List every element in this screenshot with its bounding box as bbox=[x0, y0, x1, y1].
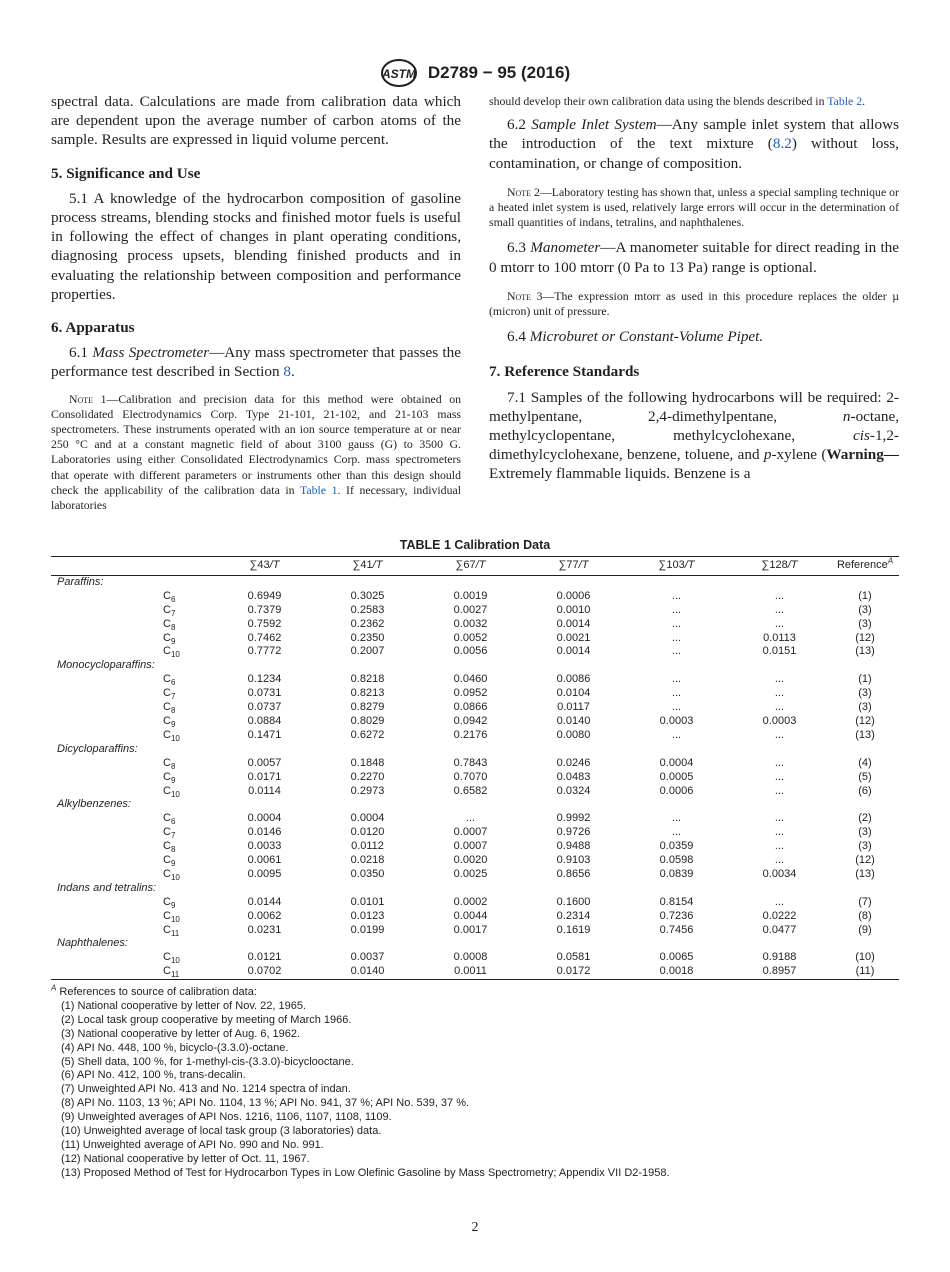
carbon-number: $C_9$ bbox=[163, 770, 176, 785]
group-label: Paraffins: bbox=[57, 575, 104, 588]
table-row bbox=[51, 701, 899, 715]
value-cell: 0.2350 bbox=[350, 631, 385, 644]
carbon-number: $C_{11}$ bbox=[163, 923, 180, 938]
carbon-number: $C_9$ bbox=[163, 895, 176, 910]
value-cell: 0.0359 bbox=[659, 840, 694, 853]
value-cell: 0.0021 bbox=[556, 631, 591, 644]
value-cell: 0.0884 bbox=[247, 714, 282, 727]
value-cell: ... bbox=[774, 687, 785, 700]
value-cell: ... bbox=[774, 589, 785, 602]
value-cell: 0.0037 bbox=[350, 951, 385, 964]
value-cell: 0.7462 bbox=[247, 631, 282, 644]
column-header-sum-77: ∑77/T bbox=[522, 557, 625, 576]
value-cell: 0.0020 bbox=[453, 854, 488, 867]
value-cell: ... bbox=[774, 840, 785, 853]
value-cell: 0.0112 bbox=[351, 840, 384, 853]
paragraph-continued: spectral data. Calculations are made from calibration data which are dependent upon the average number of carbon atoms of the sample. Results are expressed in liquid volume percent. bbox=[51, 93, 461, 149]
footnote-item: (2) Local task group cooperative by meeting of March 1966. bbox=[61, 1013, 352, 1026]
value-cell: 0.0114 bbox=[248, 784, 281, 797]
reference-cell: (4) bbox=[858, 756, 872, 769]
table-header-row bbox=[51, 557, 899, 576]
value-cell: 0.0222 bbox=[762, 909, 797, 922]
value-cell: ... bbox=[774, 812, 785, 825]
page-header bbox=[0, 58, 950, 88]
carbon-number: $C_8$ bbox=[163, 617, 176, 632]
carbon-number: $C_6$ bbox=[163, 812, 176, 827]
value-cell: 0.1848 bbox=[350, 756, 385, 769]
value-cell: 0.0007 bbox=[453, 840, 488, 853]
carbon-number: $C_8$ bbox=[163, 840, 176, 855]
reference-cell: (3) bbox=[858, 701, 872, 714]
value-cell: ... bbox=[671, 701, 682, 714]
value-cell: 0.9488 bbox=[556, 840, 591, 853]
value-cell: 0.0018 bbox=[625, 965, 728, 979]
table-row bbox=[51, 729, 899, 743]
value-cell: 0.0004 bbox=[247, 812, 282, 825]
value-cell: 0.7456 bbox=[659, 923, 694, 936]
value-cell: 0.0151 bbox=[762, 645, 797, 658]
value-cell: ... bbox=[671, 673, 682, 686]
table-row bbox=[51, 965, 899, 979]
value-cell: 0.2314 bbox=[556, 909, 591, 922]
value-cell: 0.0140 bbox=[556, 714, 591, 727]
footnote-item: (6) API No. 412, 100 %, trans-decalin. bbox=[61, 1069, 246, 1082]
carbon-number: $C_7$ bbox=[163, 826, 176, 841]
table-row bbox=[51, 896, 899, 910]
column-header-sum-67: ∑67/T bbox=[419, 557, 522, 576]
value-cell: 0.0014 bbox=[556, 617, 591, 630]
value-cell: 0.0002 bbox=[453, 895, 488, 908]
group-label: Dicycloparaffins: bbox=[57, 742, 138, 755]
paragraph-6-2: 6.2 Sample Inlet System—Any sample inlet system that allows the introduction of the text mixture (8.2) without loss, contamination, or change of composition. bbox=[489, 116, 899, 172]
reference-cell: (3) bbox=[858, 826, 872, 839]
value-cell: ... bbox=[774, 701, 785, 714]
group-label: Monocycloparaffins: bbox=[57, 659, 155, 672]
value-cell: 0.0171 bbox=[247, 770, 282, 783]
group-row bbox=[51, 882, 899, 896]
value-cell: 0.2270 bbox=[350, 770, 385, 783]
value-cell: 0.0065 bbox=[659, 951, 694, 964]
value-cell: 0.0011 bbox=[419, 965, 522, 979]
value-cell: 0.0460 bbox=[453, 673, 488, 686]
section-heading-5: 5. Significance and Use bbox=[51, 164, 201, 182]
carbon-number: $C_{10}$ bbox=[163, 645, 180, 660]
paragraph-7-1: 7.1 Samples of the following hydrocarbons will be required: 2-methylpentane, 2,4-dimethylpentane, n-octane, methylcyclopentane, methylcyclohexane, cis-1,2-dimethylcyclohexane, benzene, toluene, and p-xylene (Warning—Extremely flammable liquids. Benzene is a bbox=[489, 388, 899, 483]
carbon-number: $C_{10}$ bbox=[163, 951, 180, 966]
value-cell: 0.0477 bbox=[762, 923, 797, 936]
value-cell: 0.0231 bbox=[247, 923, 282, 936]
table-row bbox=[51, 687, 899, 701]
right-column bbox=[489, 92, 899, 484]
carbon-number: $C_9$ bbox=[163, 631, 176, 646]
carbon-number: $C_{11}$ bbox=[51, 965, 213, 979]
carbon-number: $C_8$ bbox=[163, 701, 176, 716]
reference-cell: (3) bbox=[858, 840, 872, 853]
value-cell: ... bbox=[465, 812, 476, 825]
carbon-number: $C_{10}$ bbox=[163, 784, 180, 799]
value-cell: 0.0033 bbox=[247, 840, 282, 853]
value-cell: 0.8218 bbox=[350, 673, 385, 686]
value-cell: 0.0731 bbox=[247, 687, 282, 700]
value-cell: 0.8656 bbox=[556, 867, 591, 880]
table-row bbox=[51, 826, 899, 840]
value-cell: 0.0019 bbox=[453, 589, 488, 602]
note-2: Note 2—Laboratory testing has shown that, unless a special sampling technique or a heated inlet system is used, relatively large errors will occur in the determination of small quantities of indans, tetralins, and naphthalenes. bbox=[489, 184, 899, 230]
value-cell: 0.0006 bbox=[556, 589, 591, 602]
value-cell: ... bbox=[774, 673, 785, 686]
reference-cell: (13) bbox=[855, 728, 875, 741]
table-body bbox=[51, 575, 899, 979]
carbon-number: $C_9$ bbox=[163, 714, 176, 729]
value-cell: 0.0172 bbox=[522, 965, 625, 979]
table-row bbox=[51, 645, 899, 659]
value-cell: 0.6949 bbox=[247, 589, 282, 602]
table-row bbox=[51, 632, 899, 646]
group-row bbox=[51, 937, 899, 951]
table-row bbox=[51, 673, 899, 687]
carbon-number: $C_6$ bbox=[163, 589, 176, 604]
value-cell: ... bbox=[671, 645, 682, 658]
value-cell: 0.7772 bbox=[247, 645, 282, 658]
value-cell: 0.0004 bbox=[659, 756, 694, 769]
value-cell: 0.0144 bbox=[247, 895, 282, 908]
reference-cell: (2) bbox=[858, 812, 872, 825]
reference-cell: (1) bbox=[858, 673, 872, 686]
column-header-reference: Reference$^A$ bbox=[831, 557, 899, 576]
value-cell: 0.0006 bbox=[659, 784, 694, 797]
value-cell: 0.0483 bbox=[556, 770, 591, 783]
table-row bbox=[51, 785, 899, 799]
reference-cell: (12) bbox=[855, 631, 875, 644]
value-cell: 0.0839 bbox=[659, 867, 694, 880]
value-cell: 0.0080 bbox=[556, 728, 591, 741]
value-cell: 0.0052 bbox=[453, 631, 488, 644]
footnote-item: (9) Unweighted averages of API Nos. 1216, 1106, 1107, 1108, 1109. bbox=[61, 1111, 392, 1124]
value-cell: ... bbox=[774, 770, 785, 783]
footnote-intro: $^A$ References to source of calibration data: bbox=[51, 983, 257, 998]
value-cell: 0.8213 bbox=[350, 687, 385, 700]
value-cell: ... bbox=[774, 603, 785, 616]
value-cell: 0.0003 bbox=[762, 714, 797, 727]
astm-logo-icon bbox=[380, 58, 418, 88]
value-cell: 0.7236 bbox=[659, 909, 694, 922]
table-row bbox=[51, 854, 899, 868]
reference-cell: (7) bbox=[858, 895, 872, 908]
value-cell: 0.0007 bbox=[453, 826, 488, 839]
reference-cell: (8) bbox=[858, 909, 872, 922]
footnote-item: (13) Proposed Method of Test for Hydrocarbon Types in Low Olefinic Gasoline by Mass Spectrometry; Appendix VII D2-1958. bbox=[61, 1166, 670, 1179]
value-cell: ... bbox=[774, 756, 785, 769]
value-cell: 0.0104 bbox=[556, 687, 591, 700]
value-cell: 0.0146 bbox=[247, 826, 282, 839]
value-cell: ... bbox=[774, 728, 785, 741]
value-cell: 0.0246 bbox=[556, 756, 591, 769]
footnote-item: (1) National cooperative by letter of Nov. 22, 1965. bbox=[61, 999, 306, 1012]
footnote-item: (12) National cooperative by letter of Oct. 11, 1967. bbox=[61, 1152, 310, 1165]
value-cell: 0.0005 bbox=[659, 770, 694, 783]
group-row bbox=[51, 659, 899, 673]
table-1-link[interactable]: Table 1 bbox=[299, 482, 338, 497]
group-label: Naphthalenes: bbox=[57, 937, 128, 950]
reference-cell: (13) bbox=[855, 867, 875, 880]
value-cell: 0.0121 bbox=[247, 951, 282, 964]
value-cell: 0.0113 bbox=[763, 631, 796, 644]
note-1: Note 1—Calibration and precision data for this method were obtained on Consolidated Electrodynamics Corp. Type 21-101, 21-102, and 21-103 mass spectrometers. These instruments operated with an ion source temperature at or near 250 °C and at a constant magnetic field of about 3100 gauss (G) to 3500 G. Laboratories using either Consolidated Electrodynamics Corp. mass spectrometers that operate with different parameters or instruments other than this design should check the applicability of the calibration data in Table 1. If necessary, individual laboratories bbox=[51, 391, 462, 513]
value-cell: ... bbox=[774, 784, 785, 797]
value-cell: 0.2176 bbox=[453, 728, 488, 741]
value-cell: 0.1619 bbox=[556, 923, 591, 936]
section-heading-7: 7. Reference Standards bbox=[489, 363, 640, 381]
group-label: Indans and tetralins: bbox=[57, 881, 157, 894]
value-cell: 0.7070 bbox=[453, 770, 488, 783]
value-cell: ... bbox=[774, 617, 785, 630]
reference-cell: (12) bbox=[855, 854, 875, 867]
value-cell: 0.0057 bbox=[247, 756, 282, 769]
reference-cell: (1) bbox=[858, 589, 872, 602]
value-cell: 0.0140 bbox=[316, 965, 419, 979]
table-row bbox=[51, 715, 899, 729]
value-cell: 0.1471 bbox=[247, 728, 282, 741]
value-cell: 0.0120 bbox=[350, 826, 385, 839]
group-row bbox=[51, 798, 899, 812]
reference-cell: (3) bbox=[858, 687, 872, 700]
value-cell: 0.8957 bbox=[728, 965, 831, 979]
carbon-number: $C_{10}$ bbox=[163, 909, 180, 924]
table-row bbox=[51, 771, 899, 785]
value-cell: 0.0003 bbox=[659, 714, 694, 727]
paragraph-6-1: 6.1 Mass Spectrometer—Any mass spectrometer that passes the performance test described in Section 8. bbox=[51, 344, 461, 381]
value-cell: ... bbox=[774, 895, 785, 908]
value-cell: ... bbox=[671, 826, 682, 839]
column-header-sum-103: ∑103/T bbox=[625, 557, 728, 576]
carbon-number: $C_8$ bbox=[163, 756, 176, 771]
value-cell: 0.2583 bbox=[350, 603, 385, 616]
value-cell: 0.6272 bbox=[350, 728, 385, 741]
value-cell: 0.0581 bbox=[556, 951, 591, 964]
table-row bbox=[51, 910, 899, 924]
reference-cell: (11) bbox=[831, 965, 899, 979]
value-cell: 0.0123 bbox=[350, 909, 385, 922]
carbon-number: $C_9$ bbox=[163, 854, 176, 869]
table-row bbox=[51, 757, 899, 771]
footnote-item: (11) Unweighted average of API No. 990 and No. 991. bbox=[61, 1138, 324, 1151]
paragraph-6-3: 6.3 Manometer—A manometer suitable for direct reading in the 0 mtorr to 100 mtorr (0 Pa to 13 Pa) range is optional. bbox=[489, 239, 900, 276]
value-cell: ... bbox=[671, 812, 682, 825]
value-cell: ... bbox=[671, 728, 682, 741]
value-cell: 0.9726 bbox=[556, 826, 591, 839]
value-cell: 0.0032 bbox=[453, 617, 488, 630]
group-row bbox=[51, 743, 899, 757]
table-row bbox=[51, 868, 899, 882]
value-cell: 0.0117 bbox=[557, 701, 590, 714]
value-cell: 0.2973 bbox=[350, 784, 385, 797]
reference-cell: (10) bbox=[855, 951, 875, 964]
reference-cell: (9) bbox=[858, 923, 872, 936]
column-header-sum-43: ∑43/T bbox=[213, 557, 316, 576]
carbon-number: $C_{10}$ bbox=[163, 867, 180, 882]
table-caption: TABLE 1 Calibration Data bbox=[399, 538, 551, 552]
reference-cell: (13) bbox=[855, 645, 875, 658]
value-cell: 0.0101 bbox=[350, 895, 385, 908]
paragraph-5-1: 5.1 A knowledge of the hydrocarbon composition of gasoline process streams, blending stocks and finished motor fuels is useful in following the effect of changes in plant operating conditions, diagnosing process upsets, blending finished products and in evaluating the relationship between composition and performance properties. bbox=[51, 189, 461, 303]
value-cell: 0.0014 bbox=[556, 645, 591, 658]
value-cell: 0.0199 bbox=[350, 923, 385, 936]
table-row bbox=[51, 812, 899, 826]
value-cell: 0.8279 bbox=[350, 701, 385, 714]
value-cell: 0.3025 bbox=[350, 589, 385, 602]
value-cell: 0.7843 bbox=[453, 756, 488, 769]
value-cell: 0.9188 bbox=[762, 951, 797, 964]
value-cell: ... bbox=[671, 687, 682, 700]
value-cell: ... bbox=[774, 854, 785, 867]
footnote-item: (8) API No. 1103, 13 %; API No. 1104, 13 %; API No. 941, 37 %; API No. 539, 37 %. bbox=[61, 1097, 470, 1110]
table-row bbox=[51, 924, 899, 938]
footnote-item: (7) Unweighted API No. 413 and No. 1214 spectra of indan. bbox=[61, 1083, 351, 1096]
reference-cell: (3) bbox=[858, 603, 872, 616]
value-cell: 0.6582 bbox=[453, 784, 488, 797]
carbon-number: $C_7$ bbox=[163, 687, 176, 702]
column-header-empty bbox=[51, 557, 213, 576]
section-8-2-link[interactable]: 8.2 bbox=[772, 135, 792, 153]
value-cell: 0.2007 bbox=[350, 645, 385, 658]
table-2-link[interactable]: Table 2 bbox=[827, 94, 863, 108]
note-3: Note 3—The expression mtorr as used in this procedure replaces the older µ (micron) unit of pressure. bbox=[489, 288, 899, 319]
table-row bbox=[51, 604, 899, 618]
section-8-link[interactable]: 8 bbox=[283, 363, 291, 381]
table-row bbox=[51, 590, 899, 604]
value-cell: 0.0866 bbox=[453, 701, 488, 714]
reference-cell: (3) bbox=[858, 617, 872, 630]
value-cell: 0.0702 bbox=[213, 965, 316, 979]
footnote-item: (5) Shell data, 100 %, for 1-methyl-cis-(3.3.0)-bicyclooctane. bbox=[61, 1055, 354, 1068]
value-cell: 0.0010 bbox=[556, 603, 591, 616]
table-row bbox=[51, 840, 899, 854]
svg-text:ASTM: ASTM bbox=[381, 67, 416, 81]
value-cell: 0.7592 bbox=[247, 617, 282, 630]
left-column bbox=[51, 92, 461, 521]
value-cell: 0.0025 bbox=[453, 867, 488, 880]
carbon-number: $C_6$ bbox=[163, 673, 176, 688]
carbon-number: $C_{10}$ bbox=[163, 728, 180, 743]
reference-cell: (6) bbox=[858, 784, 872, 797]
table-footnotes bbox=[51, 983, 899, 1181]
value-cell: 0.0061 bbox=[247, 854, 282, 867]
value-cell: 0.2362 bbox=[350, 617, 385, 630]
value-cell: 0.0324 bbox=[556, 784, 591, 797]
value-cell: 0.0004 bbox=[350, 812, 385, 825]
value-cell: 0.0218 bbox=[350, 854, 385, 867]
value-cell: ... bbox=[671, 603, 682, 616]
value-cell: 0.0086 bbox=[556, 673, 591, 686]
value-cell: ... bbox=[671, 631, 682, 644]
section-heading-6: 6. Apparatus bbox=[51, 319, 135, 337]
column-header-sum-41: ∑41/T bbox=[316, 557, 419, 576]
value-cell: 0.9992 bbox=[556, 812, 591, 825]
group-label: Alkylbenzenes: bbox=[57, 798, 131, 811]
value-cell: 0.0008 bbox=[453, 951, 488, 964]
table-row bbox=[51, 618, 899, 632]
carbon-number: $C_7$ bbox=[163, 603, 176, 618]
reference-cell: (5) bbox=[858, 770, 872, 783]
value-cell: 0.9103 bbox=[556, 854, 591, 867]
value-cell: 0.0044 bbox=[453, 909, 488, 922]
calibration-table bbox=[51, 538, 899, 980]
value-cell: 0.0350 bbox=[350, 867, 385, 880]
value-cell: 0.0598 bbox=[659, 854, 694, 867]
page-number: 2 bbox=[471, 1220, 479, 1235]
value-cell: 0.7379 bbox=[247, 603, 282, 616]
value-cell: 0.0942 bbox=[453, 714, 488, 727]
paragraph-6-4: 6.4 Microburet or Constant-Volume Pipet. bbox=[507, 328, 764, 346]
value-cell: 0.8154 bbox=[659, 895, 694, 908]
value-cell: 0.0095 bbox=[247, 867, 282, 880]
footnote-item: (10) Unweighted average of local task group (3 laboratories) data. bbox=[61, 1125, 382, 1138]
value-cell: 0.8029 bbox=[350, 714, 385, 727]
value-cell: ... bbox=[671, 617, 682, 630]
value-cell: 0.1600 bbox=[556, 895, 591, 908]
value-cell: 0.1234 bbox=[247, 673, 282, 686]
group-row bbox=[51, 575, 899, 589]
value-cell: 0.0062 bbox=[247, 909, 282, 922]
value-cell: ... bbox=[774, 826, 785, 839]
column-header-sum-128: ∑128/T bbox=[728, 557, 831, 576]
value-cell: 0.0952 bbox=[453, 687, 488, 700]
reference-cell: (12) bbox=[855, 714, 875, 727]
value-cell: ... bbox=[671, 589, 682, 602]
value-cell: 0.0017 bbox=[453, 923, 488, 936]
calibration-data-table bbox=[51, 556, 899, 980]
value-cell: 0.0027 bbox=[453, 603, 488, 616]
table-row bbox=[51, 951, 899, 965]
standard-designation: D2789 − 95 (2016) bbox=[427, 63, 571, 82]
value-cell: 0.0737 bbox=[247, 701, 282, 714]
footnote-item: (3) National cooperative by letter of Aug. 6, 1962. bbox=[61, 1027, 301, 1040]
value-cell: 0.0034 bbox=[762, 867, 797, 880]
value-cell: 0.0056 bbox=[453, 645, 488, 658]
note-1-continued: should develop their own calibration data using the blends described in Table 2. bbox=[489, 94, 866, 108]
footnote-item: (4) API No. 448, 100 %, bicyclo-(3.3.0)-octane. bbox=[61, 1041, 289, 1054]
